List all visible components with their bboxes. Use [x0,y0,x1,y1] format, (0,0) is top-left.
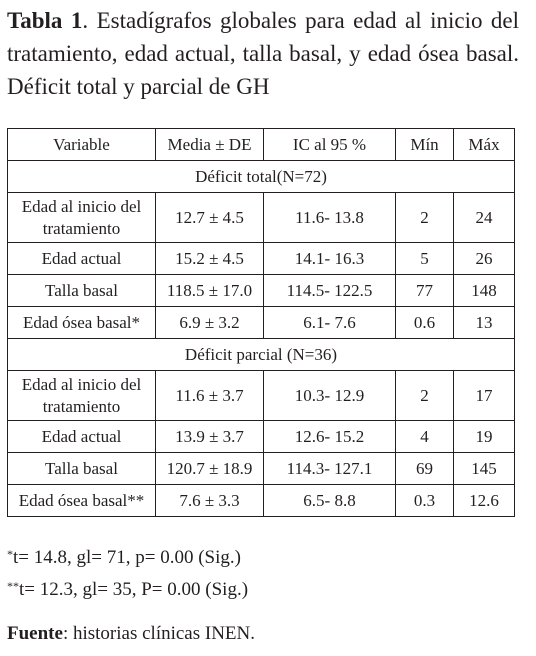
cell-media-de: 12.7 ± 4.5 [156,193,264,243]
source-label: Fuente [7,623,63,644]
group-title-row [8,161,515,193]
cell-media-de: 6.9 ± 3.2 [156,307,264,339]
table-header-row [8,129,515,161]
cell-variable: Talla basal [8,275,156,307]
footnote-mark: ** [7,579,19,593]
group-title-deficit-total: Déficit total(N=72) [8,161,515,193]
cell-media-de: 118.5 ± 17.0 [156,275,264,307]
cell-ic-95: 114.5- 122.5 [264,275,396,307]
group-title-row [8,339,515,371]
table-row [8,307,515,339]
cell-media-de: 15.2 ± 4.5 [156,243,264,275]
cell-min: 4 [396,421,454,453]
cell-max: 13 [454,307,515,339]
cell-min: 5 [396,243,454,275]
footnote-text: t= 12.3, gl= 35, P= 0.00 (Sig.) [19,579,249,600]
caption-label: Tabla 1 [7,8,83,33]
table-row [8,421,515,453]
cell-min: 0.6 [396,307,454,339]
cell-ic-95: 6.1- 7.6 [264,307,396,339]
cell-ic-95: 14.1- 16.3 [264,243,396,275]
cell-ic-95: 12.6- 15.2 [264,421,396,453]
header-variable: Variable [8,129,156,161]
cell-media-de: 7.6 ± 3.3 [156,485,264,517]
caption-text: Estadígrafos globales para edad al inicio del tratamiento, edad actual, talla basal, y edad ósea basal. Déficit total y parcial de GH [7,8,520,99]
footnote-mark: * [7,547,13,561]
caption-separator: . [82,8,97,33]
header-ic-95: IC al 95 % [264,129,396,161]
table-row [8,243,515,275]
cell-variable: Edad al inicio del tratamiento [8,371,156,421]
cell-max: 26 [454,243,515,275]
cell-min: 69 [396,453,454,485]
cell-ic-95: 114.3- 127.1 [264,453,396,485]
table-row [8,485,515,517]
statistics-table [7,128,515,517]
cell-variable: Edad actual [8,243,156,275]
table-row [8,193,515,243]
cell-variable: Edad actual [8,421,156,453]
cell-ic-95: 11.6- 13.8 [264,193,396,243]
cell-max: 145 [454,453,515,485]
cell-media-de: 13.9 ± 3.7 [156,421,264,453]
source-line [7,621,255,647]
cell-variable: Talla basal [8,453,156,485]
cell-media-de: 120.7 ± 18.9 [156,453,264,485]
footnote-text: t= 14.8, gl= 71, p= 0.00 (Sig.) [13,547,241,568]
footnote-single-asterisk [7,540,248,572]
group-title-deficit-parcial: Déficit parcial (N=36) [8,339,515,371]
header-min: Mín [396,129,454,161]
cell-min: 2 [396,371,454,421]
cell-min: 2 [396,193,454,243]
cell-max: 19 [454,421,515,453]
table-footnotes [7,540,248,604]
table-caption [7,4,519,103]
cell-max: 148 [454,275,515,307]
table-row [8,275,515,307]
cell-ic-95: 6.5- 8.8 [264,485,396,517]
cell-ic-95: 10.3- 12.9 [264,371,396,421]
header-max: Máx [454,129,515,161]
cell-variable: Edad al inicio del tratamiento [8,193,156,243]
cell-max: 12.6 [454,485,515,517]
header-media-de: Media ± DE [156,129,264,161]
cell-min: 77 [396,275,454,307]
footnote-double-asterisk [7,572,248,604]
cell-variable: Edad ósea basal* [8,307,156,339]
cell-max: 24 [454,193,515,243]
cell-media-de: 11.6 ± 3.7 [156,371,264,421]
source-text: : historias clínicas INEN. [62,623,256,644]
cell-min: 0.3 [396,485,454,517]
table-row [8,371,515,421]
cell-variable: Edad ósea basal** [8,485,156,517]
cell-max: 17 [454,371,515,421]
table-row [8,453,515,485]
